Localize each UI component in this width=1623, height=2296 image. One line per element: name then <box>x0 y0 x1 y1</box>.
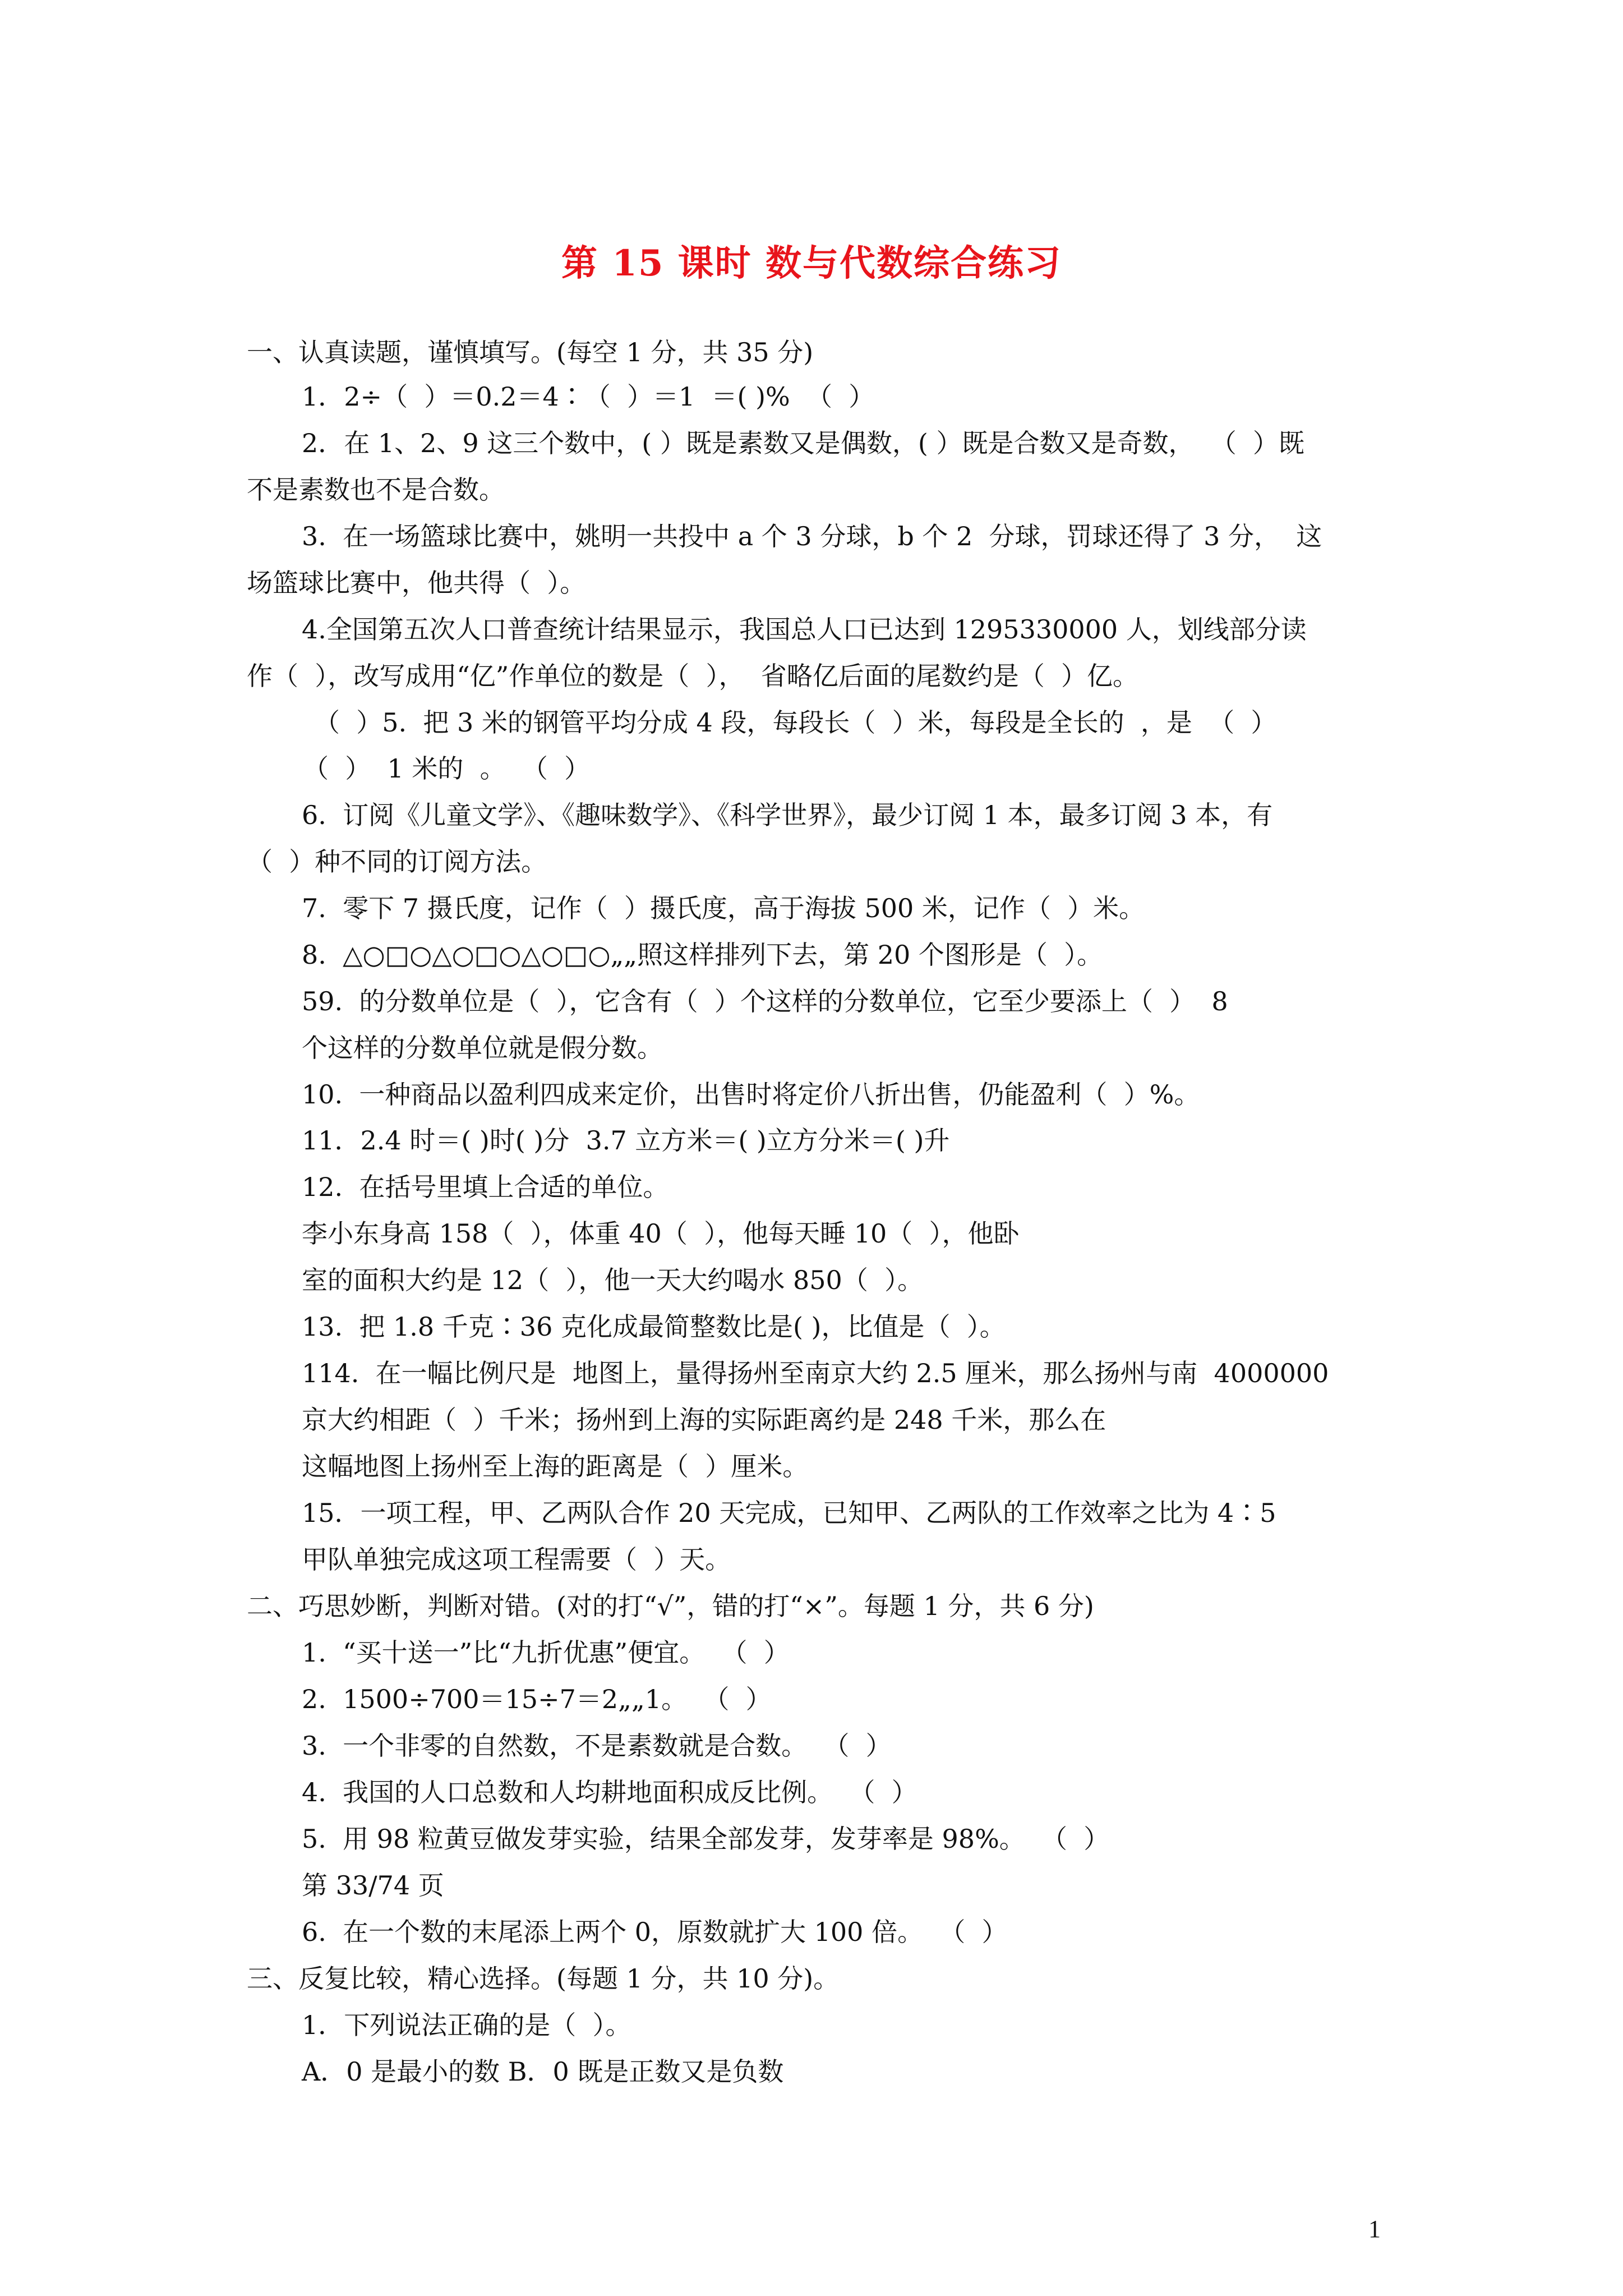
text-line: 室的面积大约是 12（ ），他一天大约喝水 850（ ）。 <box>302 1265 924 1295</box>
text-line: （ ）5. 把 3 米的钢管平均分成 4 段，每段长（ ）米，每段是全长的 ，是 （ ） <box>314 707 1277 738</box>
text-line: 13. 把 1.8 千克∶36 克化成最简整数比是( )，比值是（ ）。 <box>302 1312 1006 1342</box>
text-line: 甲队单独完成这项工程需要（ ）天。 <box>302 1544 731 1575</box>
text-line: （ ）种不同的订阅方法。 <box>247 846 547 877</box>
text-line: 第 33/74 页 <box>302 1870 444 1901</box>
text-line: 7. 零下 7 摄氏度，记作（ ）摄氏度，高于海拔 500 米，记作（ ）米。 <box>302 893 1145 923</box>
text-line: 李小东身高 158（ ），体重 40（ ），他每天睡 10（ ），他卧 <box>302 1218 1020 1249</box>
text-line: 三、反复比较，精心选择。(每题 1 分，共 10 分)。 <box>247 1963 840 1994</box>
text-line: 11．2.4 时＝( )时( )分 3.7 立方米＝( )立方分米＝( )升 <box>302 1125 950 1156</box>
page-title: 第 15 课时 数与代数综合练习 <box>561 242 1062 284</box>
page-number: 1 <box>1368 2215 1381 2243</box>
text-line: 个这样的分数单位就是假分数。 <box>302 1033 663 1063</box>
text-line: 15．一项工程，甲、乙两队合作 20 天完成，已知甲、乙两队的工作效率之比为 4∶5 <box>302 1498 1276 1528</box>
text-line: A．0 是最小的数 B．0 既是正数又是负数 <box>302 2056 784 2087</box>
text-line: 6. 订阅《儿童文学》、《趣味数学》、《科学世界》，最少订阅 1 本，最多订阅 3 本，有 <box>302 800 1273 830</box>
text-line: 二、巧思妙断，判断对错。(对的打“√”，错的打“×”。每题 1 分，共 6 分) <box>247 1591 1094 1621</box>
text-line: 不是素数也不是合数。 <box>247 475 505 505</box>
text-line: 6. 在一个数的末尾添上两个 0，原数就扩大 100 倍。 （ ） <box>302 1917 1008 1947</box>
text-line: 3. 在一场篮球比赛中，姚明一共投中 a 个 3 分球，b 个 2 分球，罚球还得了 3 分， 这 <box>302 521 1322 551</box>
text-line: 京大约相距（ ）千米；扬州到上海的实际距离约是 248 千米，那么在 <box>302 1405 1106 1435</box>
text-line: 12. 在括号里填上合适的单位。 <box>302 1172 669 1202</box>
text-line: 114. 在一幅比例尺是 地图上，量得扬州至南京大约 2.5 厘米，那么扬州与南 4000000 <box>302 1358 1329 1388</box>
text-line: （ ） 1 米的 。 （ ） <box>303 753 591 784</box>
text-line: 4. 我国的人口总数和人均耕地面积成反比例。 （ ） <box>302 1777 917 1807</box>
text-line: 1．2÷（ ）＝0.2＝4∶（ ）＝1 ＝( )% （ ） <box>302 381 875 412</box>
text-line: 一、认真读题，谨慎填写。(每空 1 分，共 35 分) <box>247 337 814 367</box>
text-line: 这幅地图上扬州至上海的距离是（ ）厘米。 <box>302 1451 809 1481</box>
text-line: 59. 的分数单位是（ ），它含有（ ）个这样的分数单位，它至少要添上（ ） 8 <box>302 986 1228 1016</box>
text-line: 2. 1500÷700＝15÷7＝2„„1。 （ ） <box>302 1684 772 1714</box>
text-line: 5. 用 98 粒黄豆做发芽实验，结果全部发芽，发芽率是 98%。 （ ） <box>302 1824 1110 1854</box>
text-line: 1. “买十送一”比“九折优惠”便宜。 （ ） <box>302 1637 790 1668</box>
text-line: 8. △○□○△○□○△○□○„„照这样排列下去，第 20 个图形是（ ）。 <box>302 940 1103 970</box>
text-line: 2．在 1、2、9 这三个数中，( ）既是素数又是偶数，( ）既是合数又是奇数， （ ）既 <box>302 428 1304 458</box>
text-line: 4.全国第五次人口普查统计结果显示，我国总人口已达到 1295330000 人，划线部分读 <box>302 614 1307 645</box>
text-line: 1．下列说法正确的是（ ）。 <box>302 2010 631 2040</box>
text-line: 3. 一个非零的自然数，不是素数就是合数。 （ ） <box>302 1731 892 1761</box>
text-line: 10. 一种商品以盈利四成来定价，出售时将定价八折出售，仍能盈利（ ）%。 <box>302 1079 1200 1110</box>
text-line: 作（ ），改写成用“亿”作单位的数是（ ）， 省略亿后面的尾数约是（ ）亿。 <box>247 661 1139 691</box>
text-line: 场篮球比赛中，他共得（ ）。 <box>247 568 586 598</box>
